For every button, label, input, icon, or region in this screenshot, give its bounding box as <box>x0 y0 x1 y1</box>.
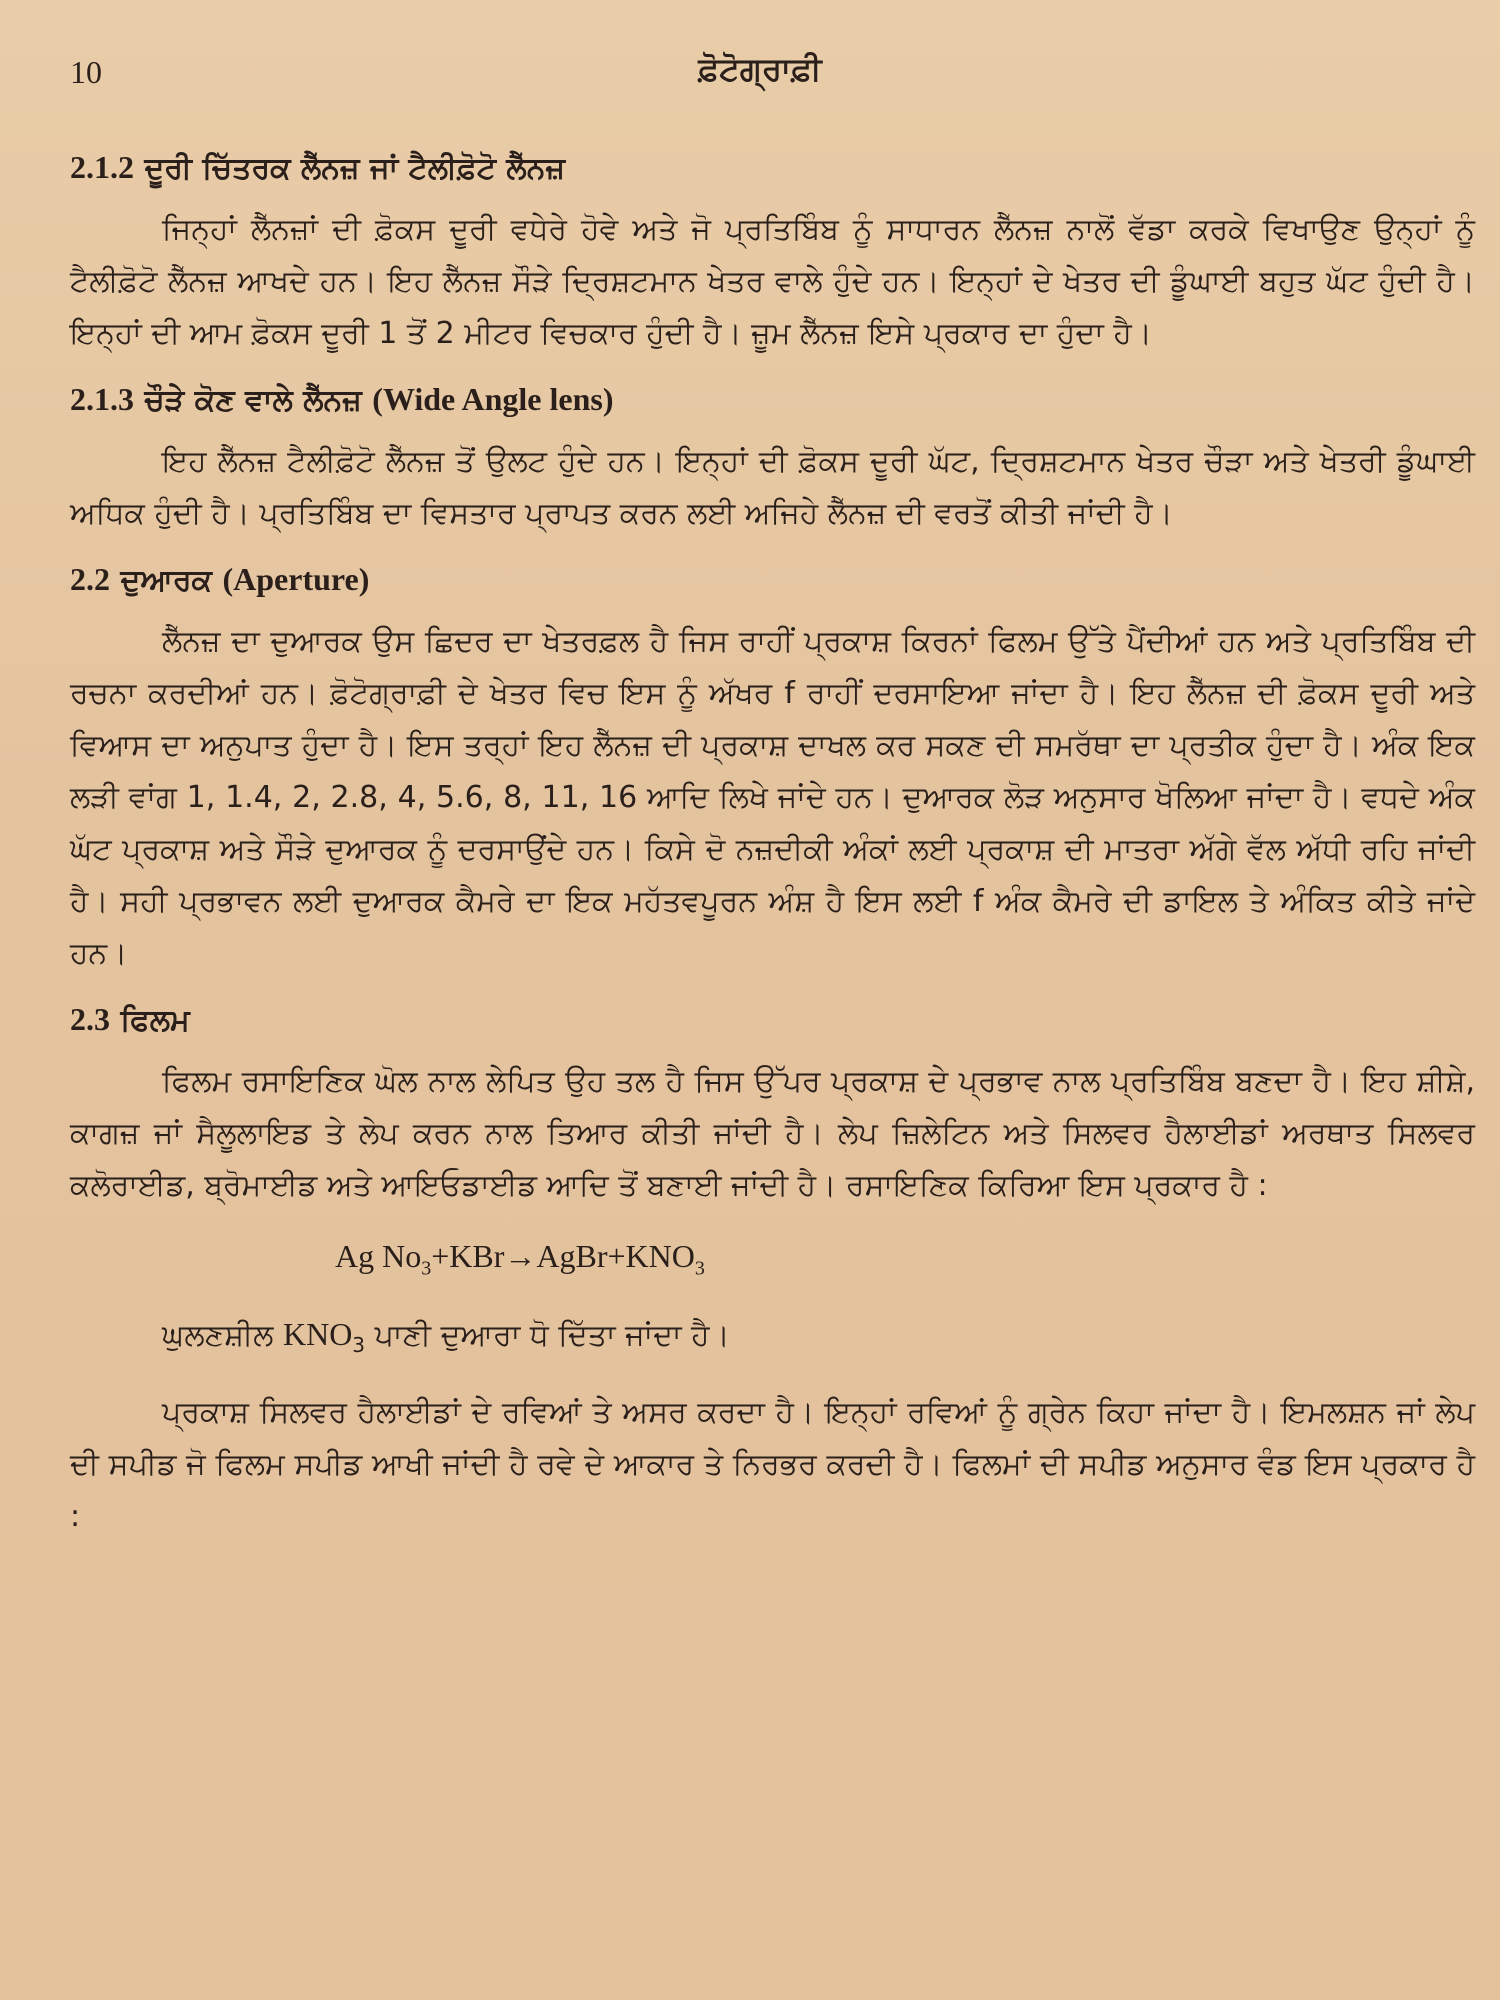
section-number: 2.1.3 <box>70 381 134 417</box>
page-content <box>70 142 1475 1543</box>
section-heading <box>70 554 1475 606</box>
section-heading <box>70 374 1475 426</box>
equation-no: No <box>382 1238 422 1274</box>
section-number: 2.1.2 <box>70 149 134 185</box>
section-paragraph: ਇਹ ਲੈੱਨਜ਼ ਟੈਲੀਫ਼ੋਟੋ ਲੈੱਨਜ਼ ਤੋਂ ਉਲਟ ਹੁੰਦੇ ਹਨ। ਇਨ੍ਹਾਂ ਦੀ ਫ਼ੋਕਸ ਦੂਰੀ ਘੱਟ, ਦ੍ਰਿਸ਼ਟਮਾਨ ਖੇਤਰ ਚੌੜਾ ਅਤੇ ਖੇਤਰੀ ਡੂੰਘਾਈ ਅਧਿਕ ਹੁੰਦੀ ਹੈ। ਪ੍ਰਤਿਬਿੰਬ ਦਾ ਵਿਸਤਾਰ ਪ੍ਰਾਪਤ ਕਰਨ ਲਈ ਅਜਿਹੇ ਲੈੱਨਜ਼ ਦੀ ਵਰਤੋਂ ਕੀਤੀ ਜਾਂਦੀ ਹੈ। <box>70 444 1475 531</box>
kno3-line <box>70 1308 1475 1371</box>
section-paragraph: ਜਿਨ੍ਹਾਂ ਲੈੱਨਜ਼ਾਂ ਦੀ ਫ਼ੋਕਸ ਦੂਰੀ ਵਧੇਰੇ ਹੋਵੇ ਅਤੇ ਜੋ ਪ੍ਰਤਿਬਿੰਬ ਨੂੰ ਸਾਧਾਰਨ ਲੈੱਨਜ਼ ਨਾਲੋਂ ਵੱਡਾ ਕਰਕੇ ਵਿਖਾਉਣ ਉਨ੍ਹਾਂ ਨੂੰ ਟੈਲੀਫ਼ੋਟੋ ਲੈੱਨਜ਼ ਆਖਦੇ ਹਨ। ਇਹ ਲੈੱਨਜ਼ ਸੌੜੇ ਦ੍ਰਿਸ਼ਟਮਾਨ ਖੇਤਰ ਵਾਲੇ ਹੁੰਦੇ ਹਨ। ਇਨ੍ਹਾਂ ਦੇ ਖੇਤਰ ਦੀ ਡੂੰਘਾਈ ਬਹੁਤ ਘੱਟ ਹੁੰਦੀ ਹੈ। ਇਨ੍ਹਾਂ ਦੀ ਆਮ ਫ਼ੋਕਸ ਦੂਰੀ 1 ਤੋਂ 2 ਮੀਟਰ ਵਿਚਕਾਰ ਹੁੰਦੀ ਹੈ। ਜ਼ੂਮ ਲੈੱਨਜ਼ ਇਸੇ ਪ੍ਰਕਾਰ ਦਾ ਹੁੰਦਾ ਹੈ। <box>70 212 1475 351</box>
equation-rest: +KBr→AgBr+KNO <box>431 1238 695 1274</box>
section-2-3 <box>70 994 1475 1212</box>
kno3-formula: KNO <box>282 1316 353 1353</box>
section-heading <box>70 142 1475 194</box>
section-paragraph: ਫਿਲਮ ਰਸਾਇਣਿਕ ਘੋਲ ਨਾਲ ਲੇਪਿਤ ਉਹ ਤਲ ਹੈ ਜਿਸ ਉੱਪਰ ਪ੍ਰਕਾਸ਼ ਦੇ ਪ੍ਰਭਾਵ ਨਾਲ ਪ੍ਰਤਿਬਿੰਬ ਬਣਦਾ ਹੈ। ਇਹ ਸ਼ੀਸ਼ੇ, ਕਾਗਜ਼ ਜਾਂ ਸੈਲੂਲਾਇਡ ਤੇ ਲੇਪ ਕਰਨ ਨਾਲ ਤਿਆਰ ਕੀਤੀ ਜਾਂਦੀ ਹੈ। ਲੇਪ ਜ਼ਿਲੇਟਿਨ ਅਤੇ ਸਿਲਵਰ ਹੈਲਾਈਡਾਂ ਅਰਥਾਤ ਸਿਲਵਰ ਕਲੋਰਾਈਡ, ਬ੍ਰੋਮਾਈਡ ਅਤੇ ਆਇਓਡਾਈਡ ਆਦਿ ਤੋਂ ਬਣਾਈ ਜਾਂਦੀ ਹੈ। ਰਸਾਇਣਿਕ ਕਿਰਿਆ ਇਸ ਪ੍ਰਕਾਰ ਹੈ : <box>70 1064 1475 1203</box>
section-heading <box>70 994 1475 1046</box>
section-2-2 <box>70 554 1475 980</box>
section-title-english: (Wide Angle lens) <box>372 381 614 417</box>
chemical-equation <box>335 1230 1475 1294</box>
section-number: 2.3 <box>70 1001 110 1037</box>
section-title: ਚੌੜੇ ਕੋਣ ਵਾਲੇ ਲੈੱਨਜ਼ <box>144 383 362 418</box>
running-title: ਫ਼ੋਟੋਗ੍ਰਾਫ਼ੀ <box>698 50 822 88</box>
page-header <box>70 50 1450 100</box>
section-title: ਦੂਰੀ ਚਿੱਤਰਕ ਲੈੱਨਜ਼ ਜਾਂ ਟੈਲੀਫ਼ੋਟੋ ਲੈੱਨਜ਼ <box>144 151 566 186</box>
section-title-english: (Aperture) <box>222 561 370 597</box>
equation-sub: 3 <box>694 1257 705 1280</box>
page-number: 10 <box>70 54 102 90</box>
final-paragraph: ਪ੍ਰਕਾਸ਼ ਸਿਲਵਰ ਹੈਲਾਈਡਾਂ ਦੇ ਰਵਿਆਂ ਤੇ ਅਸਰ ਕਰਦਾ ਹੈ। ਇਨ੍ਹਾਂ ਰਵਿਆਂ ਨੂੰ ਗ੍ਰੇਨ ਕਿਹਾ ਜਾਂਦਾ ਹੈ। ਇਮਲਸ਼ਨ ਜਾਂ ਲੇਪ ਦੀ ਸਪੀਡ ਜੋ ਫਿਲਮ ਸਪੀਡ ਆਖੀ ਜਾਂਦੀ ਹੈ ਰਵੇ ਦੇ ਆਕਾਰ ਤੇ ਨਿਰਭਰ ਕਰਦੀ ਹੈ। ਫਿਲਮਾਂ ਦੀ ਸਪੀਡ ਅਨੁਸਾਰ ਵੰਡ ਇਸ ਪ੍ਰਕਾਰ ਹੈ : <box>70 1395 1475 1535</box>
kno3-line-post: ਪਾਣੀ ਦੁਆਰਾ ਧੋ ਦਿੱਤਾ ਜਾਂਦਾ ਹੈ। <box>374 1318 730 1354</box>
equation-ag: Ag <box>335 1238 375 1274</box>
section-number: 2.2 <box>70 561 110 597</box>
section-2-1-3 <box>70 374 1475 540</box>
section-paragraph: ਲੈੱਨਜ਼ ਦਾ ਦੁਆਰਕ ਉਸ ਛਿਦਰ ਦਾ ਖੇਤਰਫ਼ਲ ਹੈ ਜਿਸ ਰਾਹੀਂ ਪ੍ਰਕਾਸ਼ ਕਿਰਨਾਂ ਫਿਲਮ ਉੱਤੇ ਪੈਂਦੀਆਂ ਹਨ ਅਤੇ ਪ੍ਰਤਿਬਿੰਬ ਦੀ ਰਚਨਾ ਕਰਦੀਆਂ ਹਨ। ਫ਼ੋਟੋਗ੍ਰਾਫ਼ੀ ਦੇ ਖੇਤਰ ਵਿਚ ਇਸ ਨੂੰ ਅੱਖਰ f ਰਾਹੀਂ ਦਰਸਾਇਆ ਜਾਂਦਾ ਹੈ। ਇਹ ਲੈੱਨਜ਼ ਦੀ ਫ਼ੋਕਸ ਦੂਰੀ ਅਤੇ ਵਿਆਸ ਦਾ ਅਨੁਪਾਤ ਹੁੰਦਾ ਹੈ। ਇਸ ਤਰ੍ਹਾਂ ਇਹ ਲੈੱਨਜ਼ ਦੀ ਪ੍ਰਕਾਸ਼ ਦਾਖਲ ਕਰ ਸਕਣ ਦੀ ਸਮਰੱਥਾ ਦਾ ਪ੍ਰਤੀਕ ਹੁੰਦਾ ਹੈ। ਅੰਕ ਇਕ ਲੜੀ ਵਾਂਗ 1, 1.4, 2, 2.8, 4, 5.6, 8, 11, 16 ਆਦਿ ਲਿਖੇ ਜਾਂਦੇ ਹਨ। ਦੁਆਰਕ ਲੋੜ ਅਨੁਸਾਰ ਖੋਲਿਆ ਜਾਂਦਾ ਹੈ। ਵਧਦੇ ਅੰਕ ਘੱਟ ਪ੍ਰਕਾਸ਼ ਅਤੇ ਸੌੜੇ ਦੁਆਰਕ ਨੂੰ ਦਰਸਾਉਂਦੇ ਹਨ। ਕਿਸੇ ਦੋ ਨਜ਼ਦੀਕੀ ਅੰਕਾਂ ਲਈ ਪ੍ਰਕਾਸ਼ ਦੀ ਮਾਤਰਾ ਅੱਗੇ ਵੱਲ ਅੱਧੀ ਰਹਿ ਜਾਂਦੀ ਹੈ। ਸਹੀ ਪ੍ਰਭਾਵਨ ਲਈ ਦੁਆਰਕ ਕੈਮਰੇ ਦਾ ਇਕ ਮਹੱਤਵਪੂਰਨ ਅੰਸ਼ ਹੈ ਇਸ ਲਈ f ਅੰਕ ਕੈਮਰੇ ਦੀ ਡਾਇਲ ਤੇ ਅੰਕਿਤ ਕੀਤੇ ਜਾਂਦੇ ਹਨ। <box>70 624 1475 971</box>
section-title: ਫਿਲਮ <box>120 1003 190 1038</box>
section-title: ਦੁਆਰਕ <box>120 563 213 598</box>
kno3-line-pre: ਘੁਲਣਸ਼ੀਲ <box>162 1318 274 1354</box>
section-2-1-2 <box>70 142 1475 360</box>
kno3-sub: 3 <box>352 1333 366 1358</box>
equation-sub: 3 <box>421 1257 432 1280</box>
